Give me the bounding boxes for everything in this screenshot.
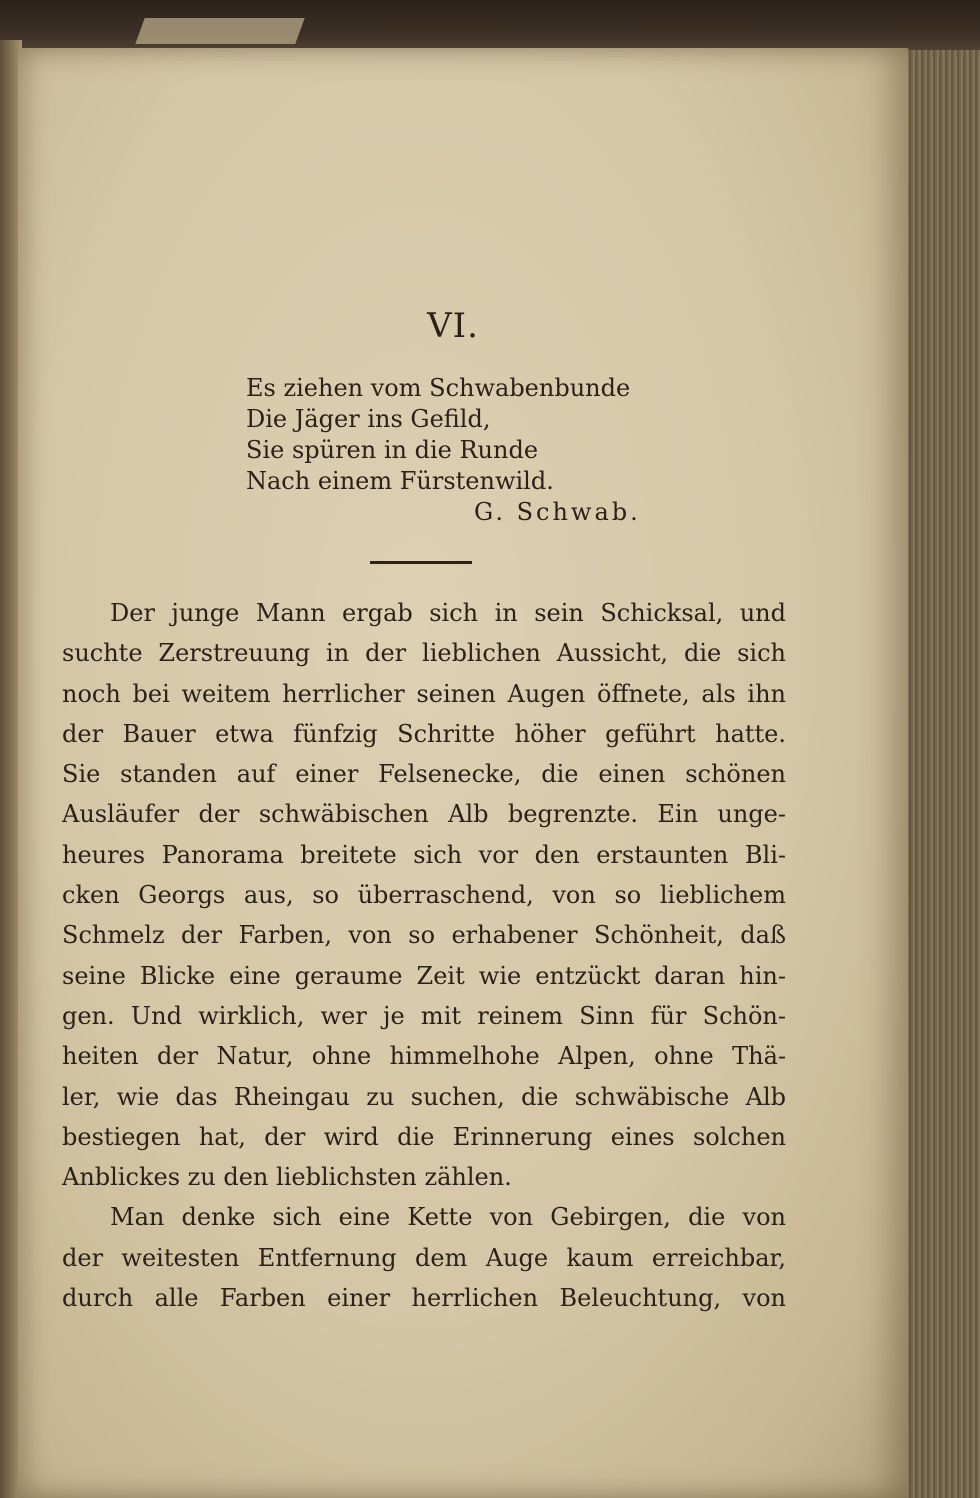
text-line: Man denke sich eine Kette von Gebirgen, die von (110, 1203, 786, 1232)
chapter-heading: VI. (427, 306, 479, 346)
text-line: Anblickes zu den lieblichsten zählen. (62, 1163, 512, 1192)
section-divider (370, 561, 472, 564)
text-line: gen. Und wirklich, wer je mit reinem Sinn für Schön- (62, 1001, 786, 1030)
text-line: der Bauer etwa fünfzig Schritte höher geführt hatte. (62, 719, 786, 748)
text-line: Schmelz der Farben, von so erhabener Schönheit, daß (62, 921, 786, 950)
page-stack-edge (906, 50, 980, 1498)
text-line: heures Panorama breitete sich vor den erstaunten Bli- (62, 840, 786, 869)
motto-attribution: G. Schwab. (474, 498, 641, 526)
text-line: cken Georgs aus, so überraschend, von so lieblichem (62, 881, 786, 910)
text-line: Sie standen auf einer Felsenecke, die einen schönen (62, 760, 786, 789)
text-line: seine Blicke eine geraume Zeit wie entzückt daran hin- (62, 961, 786, 990)
book-page (18, 48, 908, 1498)
text-line: heiten der Natur, ohne himmelhohe Alpen, ohne Thä- (62, 1042, 786, 1071)
text-line: Ausläufer der schwäbischen Alb begrenzte. Ein unge- (62, 800, 786, 829)
motto-line: Die Jäger ins Gefild, (246, 405, 491, 433)
text-line: Der junge Mann ergab sich in sein Schicksal, und (110, 599, 786, 627)
text-line: durch alle Farben einer herrlichen Beleuchtung, von (62, 1284, 786, 1313)
text-line: noch bei weitem herrlicher seinen Augen öffnete, als ihn (62, 679, 786, 708)
motto-line: Es ziehen vom Schwabenbunde (246, 374, 631, 402)
motto-line: Nach einem Fürstenwild. (246, 467, 554, 495)
text-line: der weitesten Entfernung dem Auge kaum erreichbar, (62, 1243, 786, 1272)
motto-verse (246, 373, 630, 497)
body-text (62, 593, 786, 1318)
text-line: ler, wie das Rheingau zu suchen, die schwäbische Alb (62, 1082, 786, 1111)
binding-tear (135, 18, 304, 44)
text-line: bestiegen hat, der wird die Erinnerung eines solchen (62, 1122, 786, 1151)
text-line: suchte Zerstreuung in der lieblichen Aussicht, die sich (62, 639, 786, 668)
motto-line: Sie spüren in die Runde (246, 436, 539, 464)
